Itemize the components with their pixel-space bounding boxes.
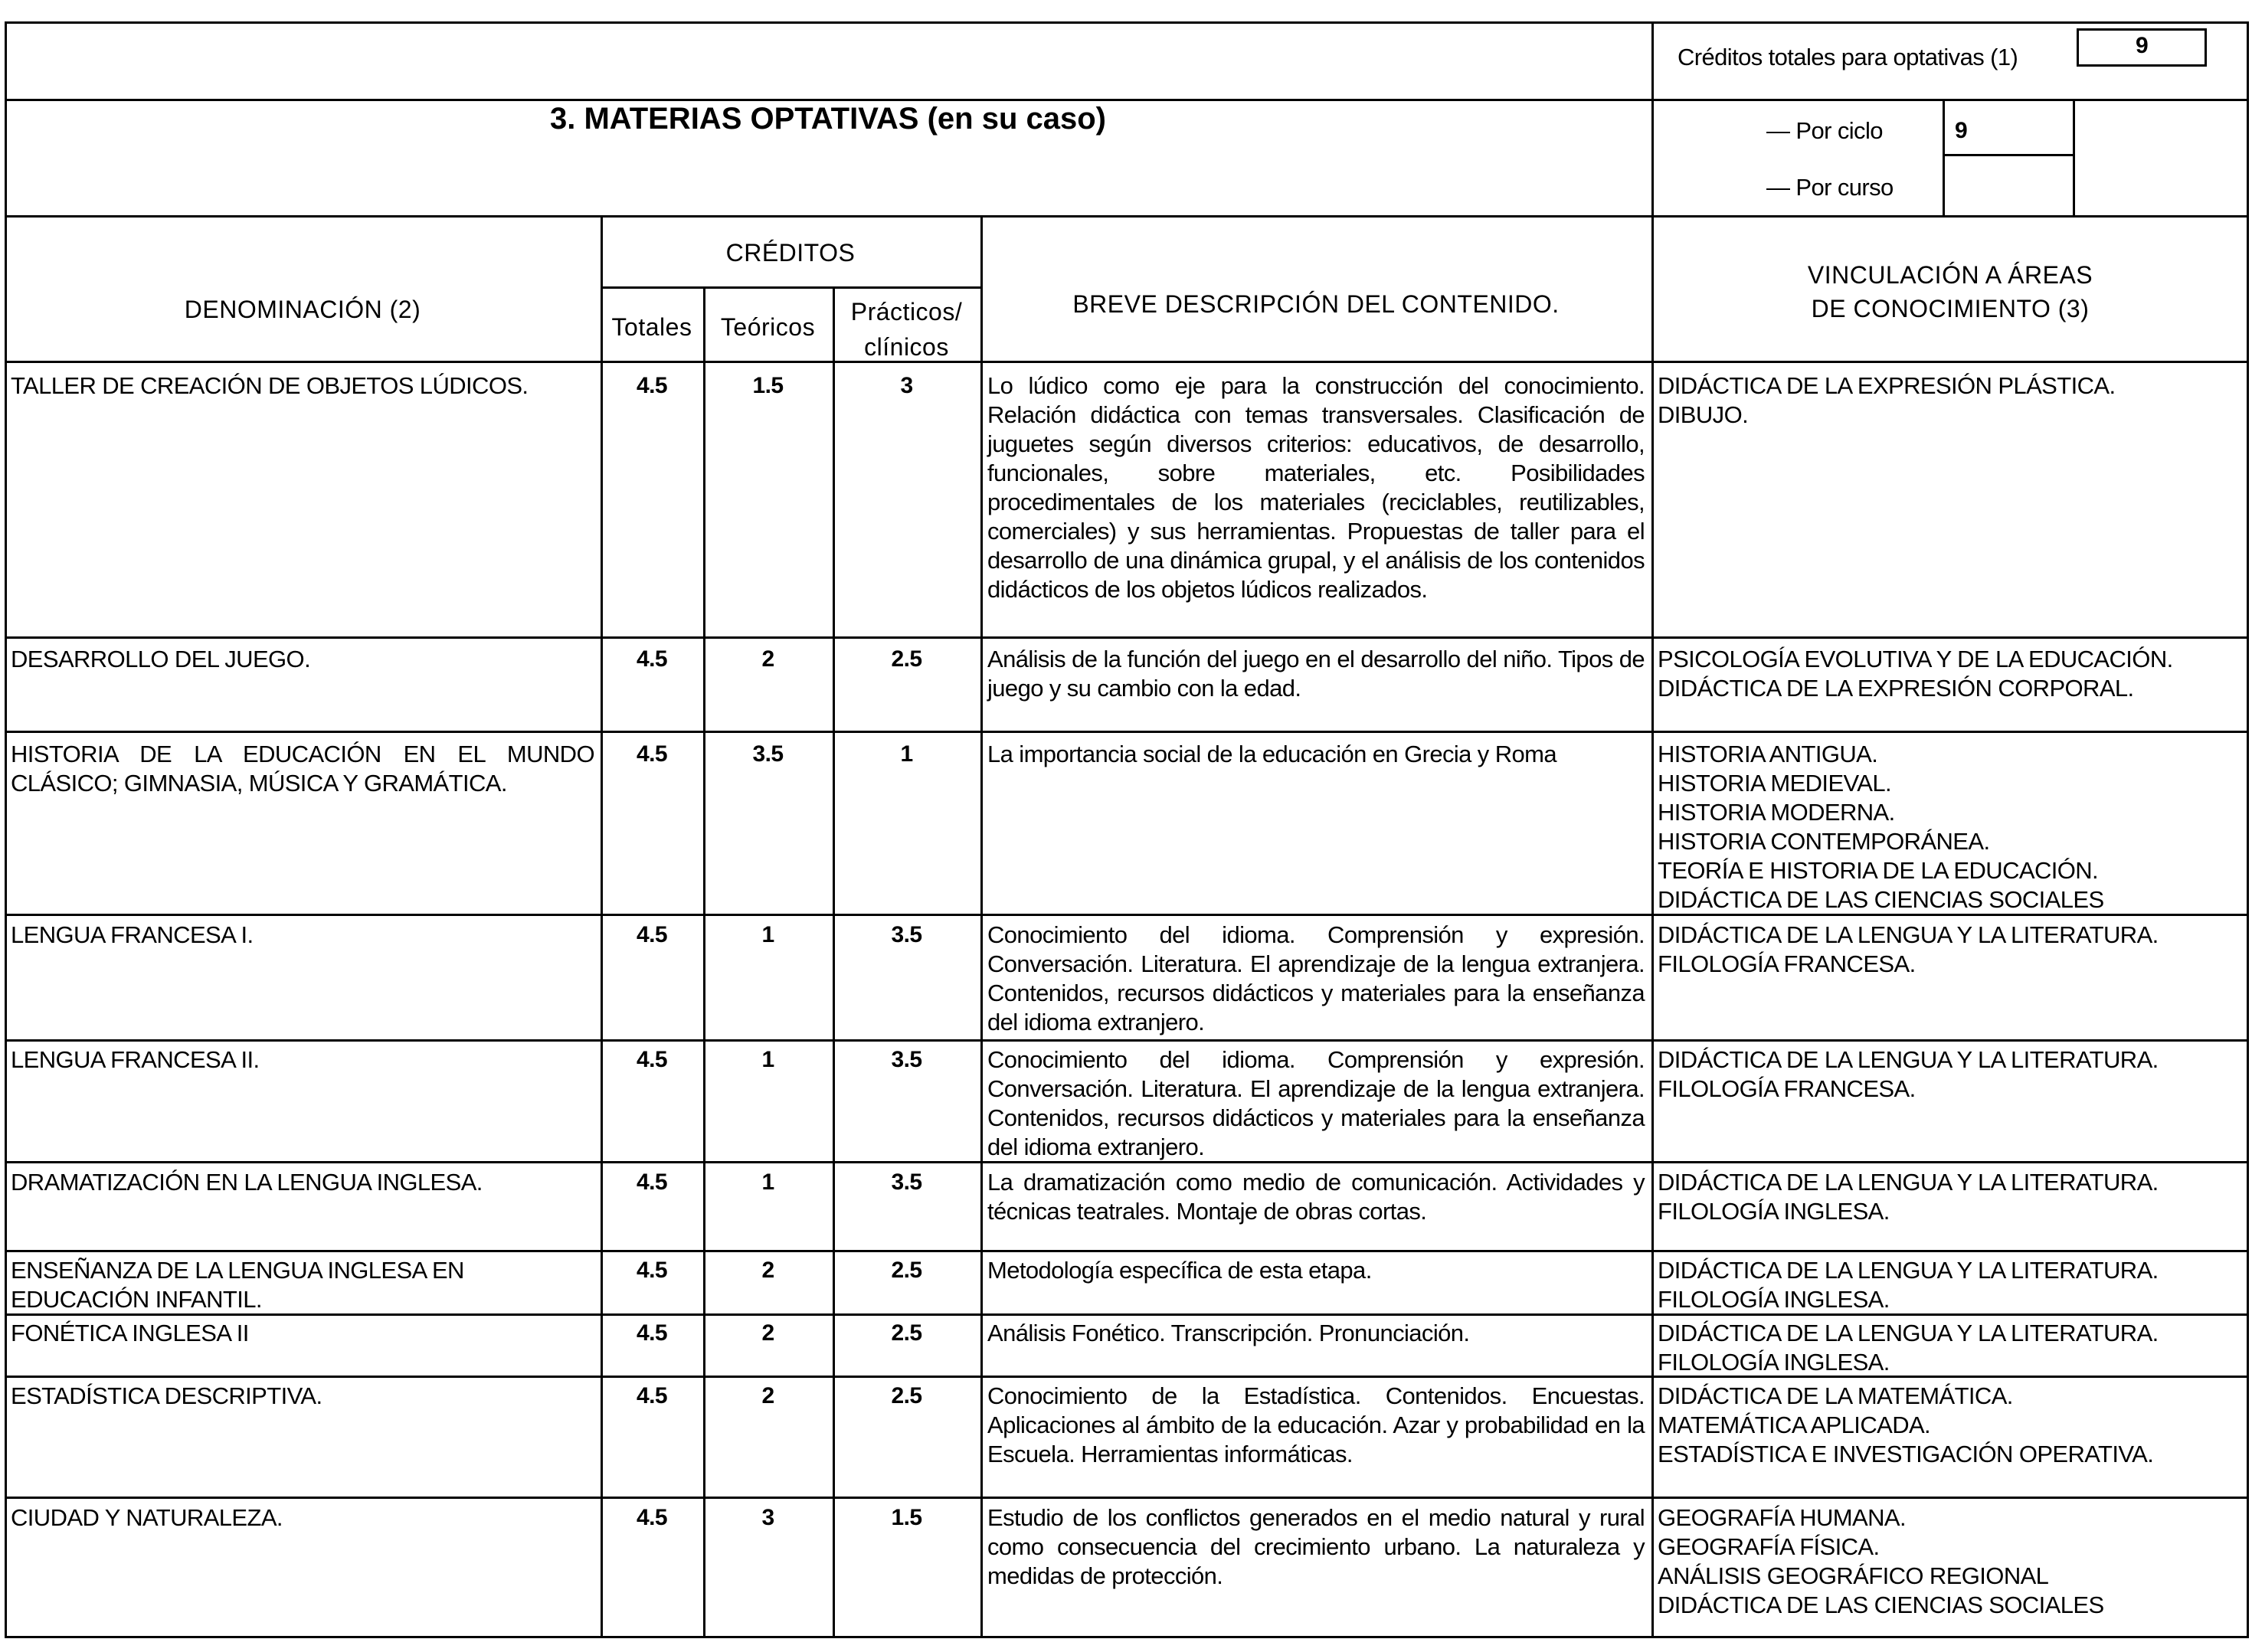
knowledge-areas: DIDÁCTICA DE LA MATEMÁTICA. MATEMÁTICA APLICADA. ESTADÍSTICA E INVESTIGACIÓN OPERATIVA.	[1658, 1382, 2154, 1467]
total-credits-value: 9	[2135, 33, 2149, 58]
credits-total: 4.5	[637, 1169, 667, 1195]
content-description: Estudio de los conflictos generados en el medio natural y rural como consecuencia del crecimiento urbano. La naturaleza y medidas de protección.	[987, 1504, 1645, 1589]
divider	[5, 99, 2249, 101]
credits-total: 4.5	[637, 741, 667, 767]
header-totales: Totales	[611, 313, 692, 341]
optional-subjects-sheet	[5, 21, 2249, 1638]
divider	[1943, 154, 2075, 156]
row-divider	[5, 1497, 2249, 1499]
row-divider	[5, 636, 2249, 639]
content-description: Metodología específica de esta etapa.	[987, 1257, 1372, 1284]
credits-theory: 3	[761, 1505, 774, 1530]
subject-name: CIUDAD Y NATURALEZA.	[11, 1504, 283, 1531]
row-divider	[5, 1039, 2249, 1042]
row-divider	[5, 1250, 2249, 1252]
credits-total: 4.5	[637, 1505, 667, 1530]
header-teoricos: Teóricos	[720, 313, 816, 341]
content-description: Conocimiento del idioma. Comprensión y expresión. Conversación. Literatura. El aprendizaje de la lengua extranjera. Contenidos, recursos didácticos y materiales para la enseñanza del idioma extranjero.	[987, 1046, 1645, 1160]
credits-practice: 2.5	[891, 646, 922, 672]
subject-name: LENGUA FRANCESA II.	[11, 1046, 260, 1073]
credits-total: 4.5	[637, 922, 667, 947]
credits-practice: 3	[900, 373, 913, 398]
subject-name: HISTORIA DE LA EDUCACIÓN EN EL MUNDO CLÁSICO; GIMNASIA, MÚSICA Y GRAMÁTICA.	[11, 741, 594, 797]
knowledge-areas: PSICOLOGÍA EVOLUTIVA Y DE LA EDUCACIÓN. DIDÁCTICA DE LA EXPRESIÓN CORPORAL.	[1658, 646, 2173, 702]
divider	[980, 215, 983, 1638]
credits-practice: 3.5	[891, 1047, 922, 1072]
knowledge-areas: DIDÁCTICA DE LA LENGUA Y LA LITERATURA. FILOLOGÍA INGLESA.	[1658, 1169, 2159, 1225]
divider	[703, 286, 705, 1638]
divider	[833, 286, 835, 1638]
credits-theory: 2	[761, 1383, 774, 1408]
content-description: Análisis de la función del juego en el desarrollo del niño. Tipos de juego y su cambio con la edad.	[987, 646, 1645, 702]
credits-practice: 2.5	[891, 1383, 922, 1408]
subject-name: FONÉTICA INGLESA II	[11, 1320, 249, 1346]
content-description: Conocimiento de la Estadística. Contenidos. Encuestas. Aplicaciones al ámbito de la educación. Azar y probabilidad en la Escuela. Herramientas informáticas.	[987, 1382, 1645, 1467]
divider	[601, 286, 983, 289]
credits-practice: 2.5	[891, 1320, 922, 1346]
row-divider	[5, 731, 2249, 733]
credits-theory: 3.5	[752, 741, 784, 767]
section-title: 3. MATERIAS OPTATIVAS (en su caso)	[549, 102, 1106, 136]
knowledge-areas: DIDÁCTICA DE LA LENGUA Y LA LITERATURA. FILOLOGÍA INGLESA.	[1658, 1257, 2159, 1313]
divider	[2073, 99, 2075, 215]
subject-name: DESARROLLO DEL JUEGO.	[11, 646, 311, 672]
per-cycle-label: — Por ciclo	[1766, 117, 1883, 144]
credits-theory: 1	[761, 1169, 774, 1195]
knowledge-areas: DIDÁCTICA DE LA LENGUA Y LA LITERATURA. FILOLOGÍA FRANCESA.	[1658, 921, 2159, 977]
credits-total: 4.5	[637, 1320, 667, 1346]
knowledge-areas: DIDÁCTICA DE LA LENGUA Y LA LITERATURA. FILOLOGÍA FRANCESA.	[1658, 1046, 2159, 1102]
credits-total: 4.5	[637, 373, 667, 398]
divider	[5, 361, 2249, 363]
header-creditos: CRÉDITOS	[725, 239, 856, 267]
credits-total: 4.5	[637, 1383, 667, 1408]
credits-theory: 1	[761, 1047, 774, 1072]
knowledge-areas: GEOGRAFÍA HUMANA. GEOGRAFÍA FÍSICA. ANÁLISIS GEOGRÁFICO REGIONAL DIDÁCTICA DE LAS CIENCIAS SOCIALES	[1658, 1504, 2104, 1618]
content-description: Conocimiento del idioma. Comprensión y expresión. Conversación. Literatura. El aprendizaje de la lengua extranjera. Contenidos, recursos didácticos y materiales para la enseñanza del idioma extranjero.	[987, 921, 1645, 1035]
credits-practice: 1	[900, 741, 913, 767]
credits-theory: 2	[761, 1258, 774, 1283]
header-denominacion: DENOMINACIÓN (2)	[184, 296, 421, 323]
header-practicos: Prácticos/ clínicos	[850, 298, 963, 361]
credits-theory: 1.5	[752, 373, 784, 398]
credits-total: 4.5	[637, 1258, 667, 1283]
content-description: Análisis Fonético. Transcripción. Pronunciación.	[987, 1320, 1470, 1346]
total-credits-label: Créditos totales para optativas (1)	[1678, 44, 2018, 70]
content-description: La importancia social de la educación en Grecia y Roma	[987, 741, 1557, 767]
credits-total: 4.5	[637, 1047, 667, 1072]
credits-theory: 1	[761, 922, 774, 947]
subject-name: TALLER DE CREACIÓN DE OBJETOS LÚDICOS.	[11, 372, 529, 399]
divider	[5, 215, 2249, 218]
header-vinculacion: VINCULACIÓN A ÁREAS DE CONOCIMIENTO (3)	[1807, 261, 2093, 322]
per-course-label: — Por curso	[1766, 174, 1894, 201]
credits-practice: 1.5	[891, 1505, 922, 1530]
subject-name: ENSEÑANZA DE LA LENGUA INGLESA EN EDUCACIÓN INFANTIL.	[11, 1257, 464, 1313]
content-description: La dramatización como medio de comunicación. Actividades y técnicas teatrales. Montaje de obras cortas.	[987, 1169, 1645, 1225]
header-descripcion: BREVE DESCRIPCIÓN DEL CONTENIDO.	[1072, 290, 1560, 318]
content-description: Lo lúdico como eje para la construcción del conocimiento. Relación didáctica con temas transversales. Clasificación de juguetes según diversos criterios: educativos, de desarrollo, funcionales, sobre materiales, etc. Posibilidades procedimentales de los materiales (reciclables, reutilizables, comerciales) y sus herramientas. Propuestas de taller para el desarrollo de una dinámica grupal, y el análisis de los contenidos didácticos de los objetos lúdicos realizados.	[987, 372, 1645, 603]
per-cycle-value: 9	[1955, 118, 1968, 143]
knowledge-areas: DIDÁCTICA DE LA LENGUA Y LA LITERATURA. FILOLOGÍA INGLESA.	[1658, 1320, 2159, 1376]
knowledge-areas: DIDÁCTICA DE LA EXPRESIÓN PLÁSTICA. DIBUJO.	[1658, 372, 2116, 428]
credits-practice: 3.5	[891, 1169, 922, 1195]
subject-name: DRAMATIZACIÓN EN LA LENGUA INGLESA.	[11, 1169, 483, 1196]
subject-name: ESTADÍSTICA DESCRIPTIVA.	[11, 1382, 322, 1409]
credits-practice: 2.5	[891, 1258, 922, 1283]
divider	[1943, 99, 1945, 215]
credits-theory: 2	[761, 1320, 774, 1346]
subject-name: LENGUA FRANCESA I.	[11, 921, 254, 948]
credits-theory: 2	[761, 646, 774, 672]
credits-practice: 3.5	[891, 922, 922, 947]
knowledge-areas: HISTORIA ANTIGUA. HISTORIA MEDIEVAL. HISTORIA MODERNA. HISTORIA CONTEMPORÁNEA. TEORÍA E HISTORIA DE LA EDUCACIÓN. DIDÁCTICA DE LAS CIENCIAS SOCIALES	[1658, 741, 2104, 913]
credits-total: 4.5	[637, 646, 667, 672]
